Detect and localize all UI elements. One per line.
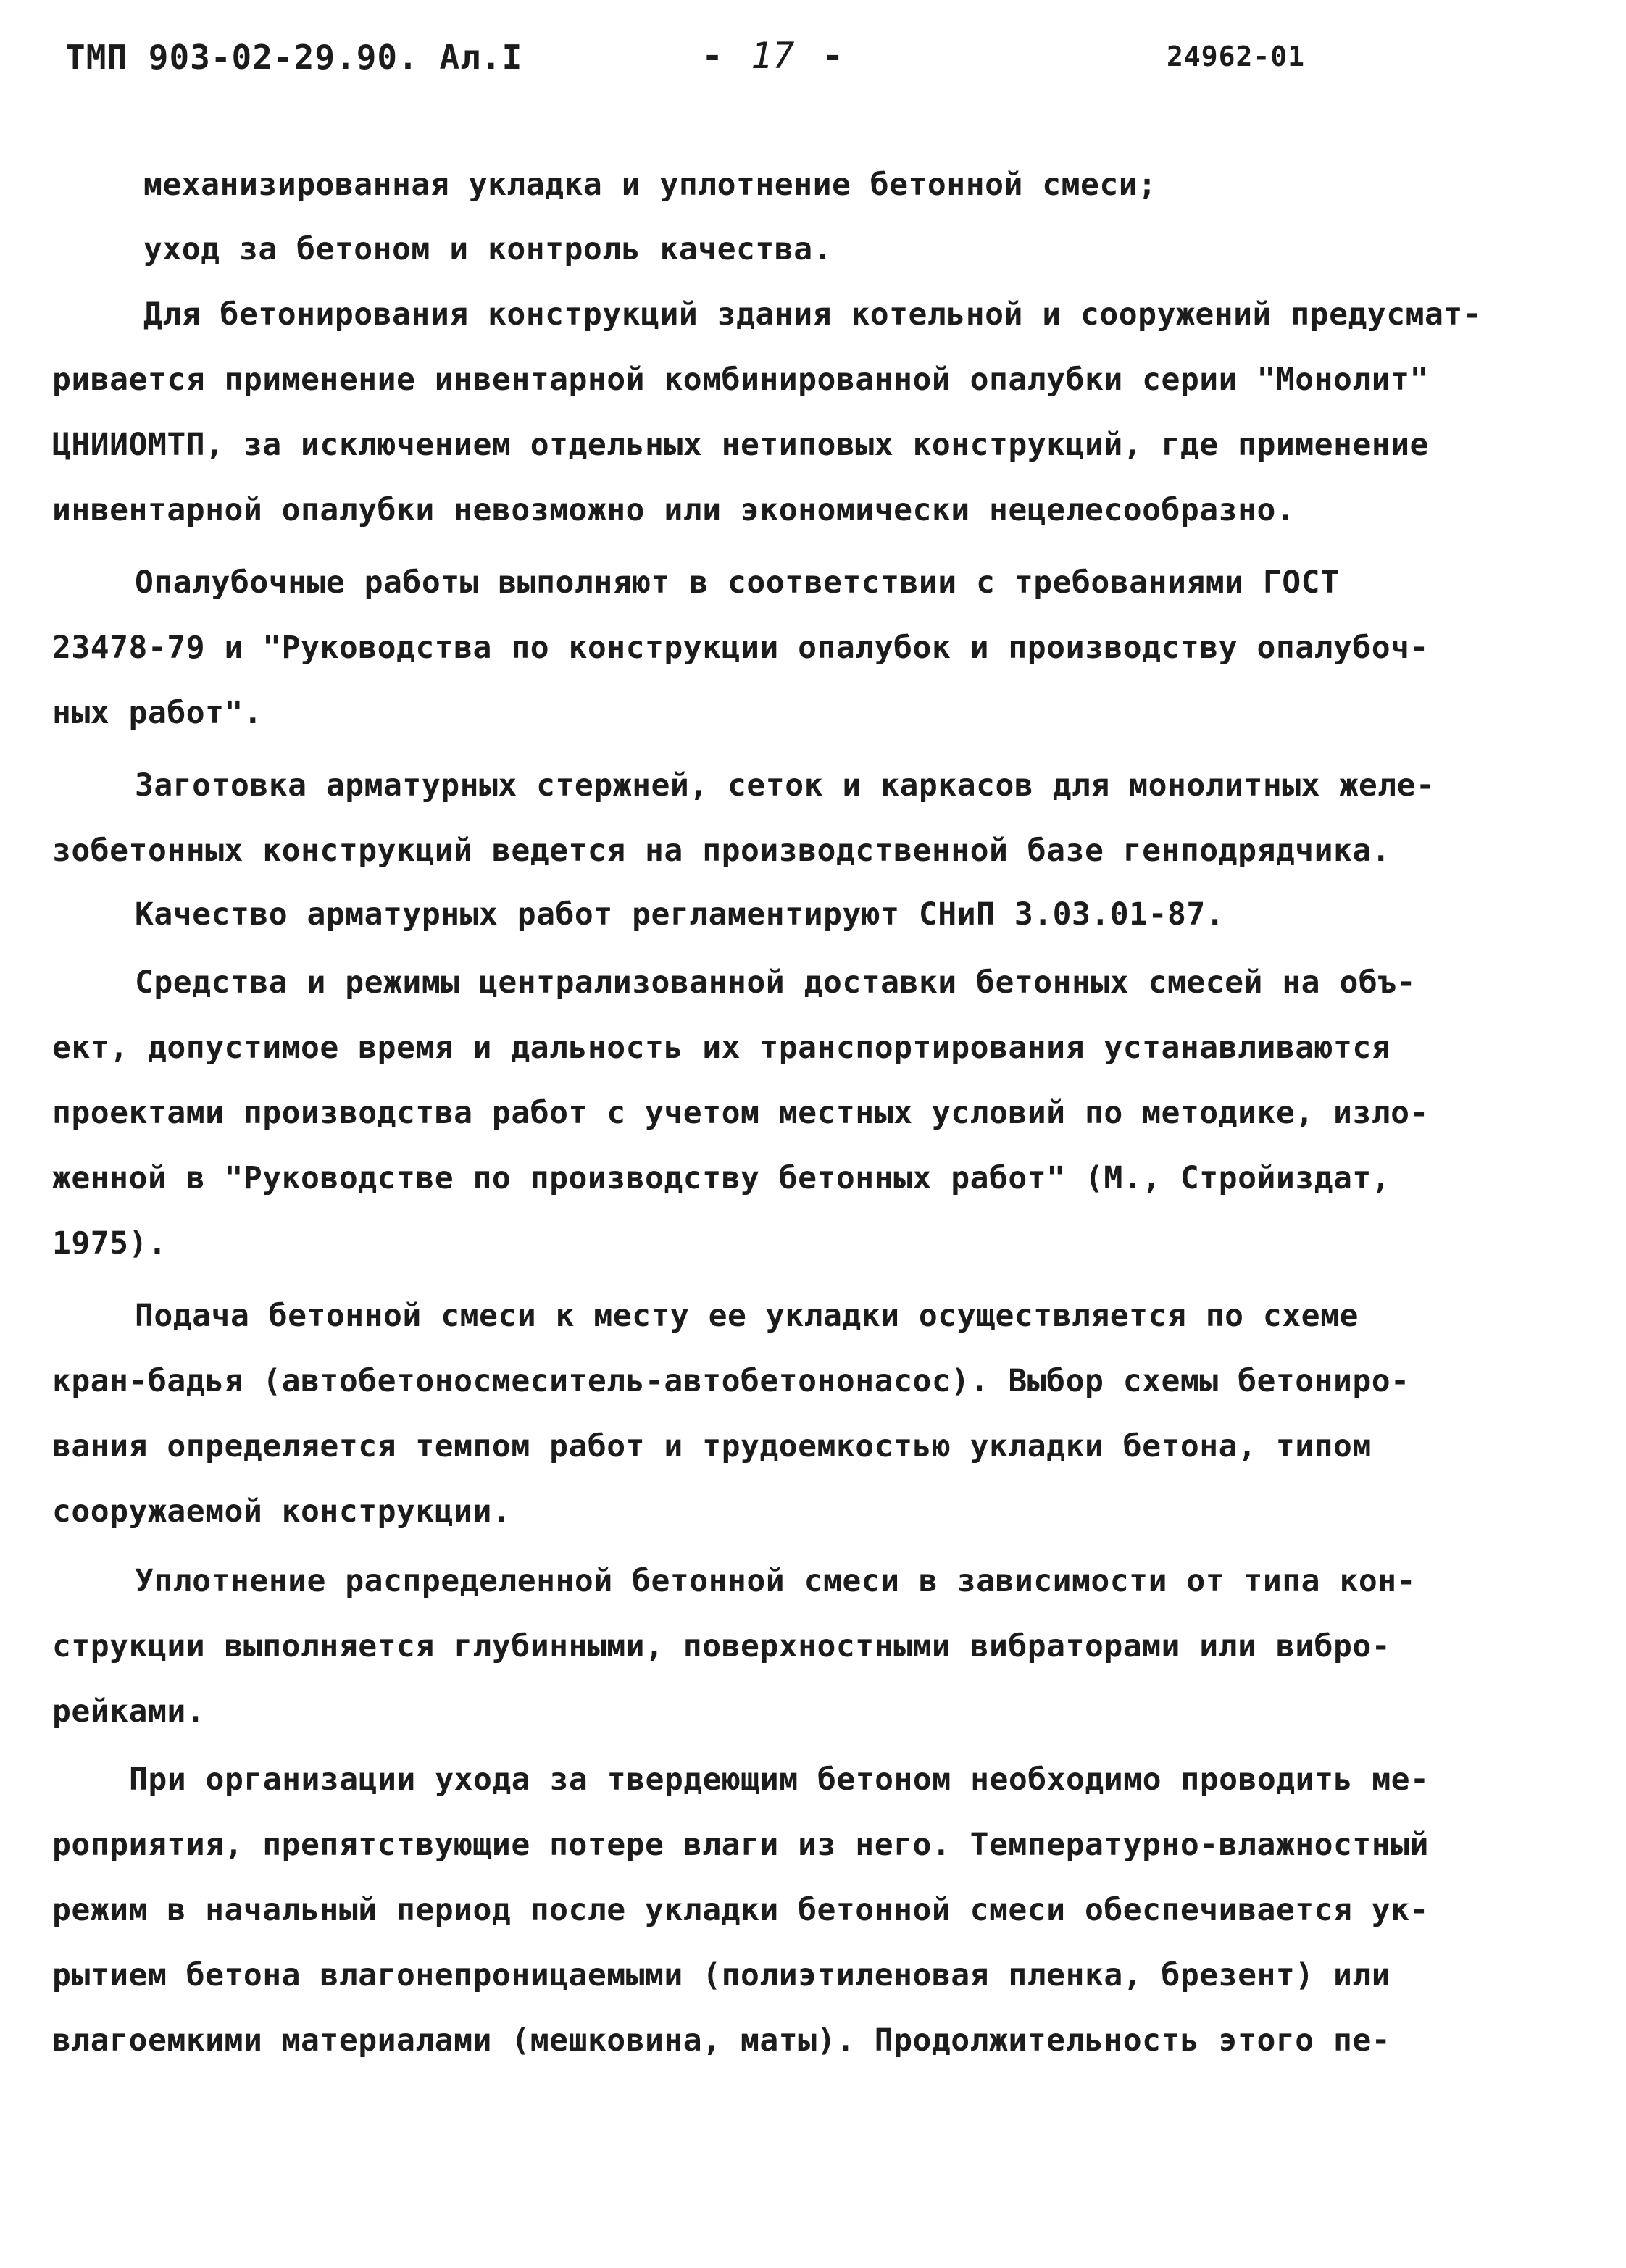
page-number-dash-left: - bbox=[701, 35, 724, 77]
page-number: 17 bbox=[751, 35, 795, 77]
text-line: 1975). bbox=[52, 1225, 167, 1262]
text-line: 23478-79 и "Руководства по конструкции опалубок и производству опалубоч- bbox=[52, 630, 1429, 666]
text-line: женной в "Руководстве по производству бетонных работ" (М., Стройиздат, bbox=[52, 1160, 1391, 1196]
text-line: Уплотнение распределенной бетонной смеси в зависимости от типа кон- bbox=[135, 1563, 1417, 1599]
text-line: ЦНИИОМТП, за исключением отдельных нетиповых конструкций, где применение bbox=[52, 427, 1429, 463]
text-line: вания определяется темпом работ и трудоемкостью укладки бетона, типом bbox=[52, 1428, 1372, 1464]
text-line: режим в начальный период после укладки бетонной смеси обеспечивается ук- bbox=[52, 1892, 1429, 1928]
text-line: роприятия, препятствующие потере влаги из него. Температурно-влажностный bbox=[52, 1827, 1429, 1863]
text-line: зобетонных конструкций ведется на производственной базе генподрядчика. bbox=[52, 833, 1391, 869]
text-line: Для бетонирования конструкций здания котельной и сооружений предусмат- bbox=[143, 296, 1483, 333]
document-code: ТМП 903-02-29.90. Ал.I bbox=[65, 38, 523, 77]
text-line: проектами производства работ с учетом местных условий по методике, изло- bbox=[52, 1095, 1429, 1131]
text-line: кран-бадья (автобетоносмеситель-автобетононасос). Выбор схемы бетониро- bbox=[52, 1363, 1410, 1399]
text-line: рытием бетона влагонепроницаемыми (полиэтиленовая пленка, брезент) или bbox=[52, 1957, 1391, 1993]
text-line: Подача бетонной смеси к месту ее укладки осуществляется по схеме bbox=[135, 1298, 1359, 1334]
text-line: ривается применение инвентарной комбинированной опалубки серии "Монолит" bbox=[52, 362, 1429, 398]
text-line: Опалубочные работы выполняют в соответствии с требованиями ГОСТ bbox=[135, 564, 1340, 601]
text-line: ных работ". bbox=[52, 695, 263, 731]
text-line: инвентарной опалубки невозможно или экономически нецелесообразно. bbox=[52, 492, 1296, 528]
text-line: уход за бетоном и контроль качества. bbox=[143, 231, 832, 267]
text-line: Заготовка арматурных стержней, сеток и каркасов для монолитных желе- bbox=[135, 767, 1435, 804]
text-line: механизированная укладка и уплотнение бетонной смеси; bbox=[143, 167, 1157, 203]
page-number-dash-right: - bbox=[822, 35, 844, 77]
text-line: ект, допустимое время и дальность их транспортирования устанавливаются bbox=[52, 1030, 1391, 1066]
text-line: струкции выполняется глубинными, поверхностными вибраторами или вибро- bbox=[52, 1628, 1391, 1664]
text-line: При организации ухода за твердеющим бетоном необходимо проводить ме- bbox=[129, 1762, 1430, 1798]
inventory-number: 24962-01 bbox=[1167, 41, 1306, 72]
text-line: Средства и режимы централизованной доставки бетонных смесей на объ- bbox=[135, 964, 1417, 1001]
text-line: Качество арматурных работ регламентируют СНиП 3.03.01-87. bbox=[135, 896, 1225, 933]
text-line: рейками. bbox=[52, 1693, 206, 1730]
text-line: сооружаемой конструкции. bbox=[52, 1493, 512, 1530]
text-line: влагоемкими материалами (мешковина, маты). Продолжительность этого пе- bbox=[52, 2022, 1391, 2059]
